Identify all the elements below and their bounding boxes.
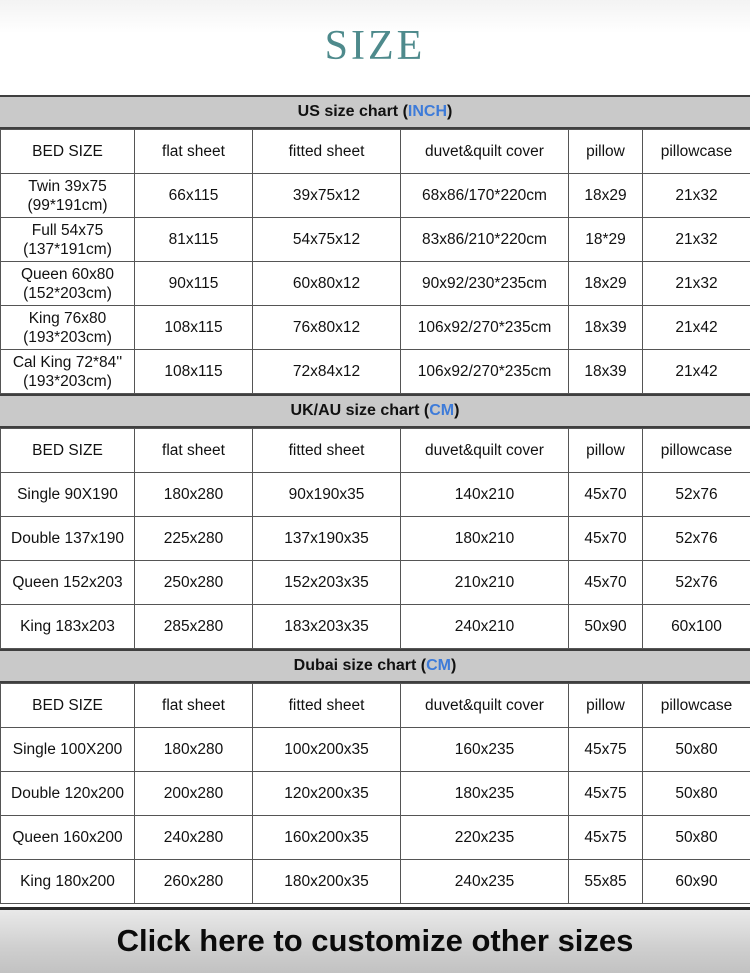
column-header: flat sheet <box>135 684 253 728</box>
table-row <box>1 473 750 517</box>
column-header: pillow <box>569 429 643 473</box>
bed-size-line: (99*191cm) <box>27 196 108 214</box>
bed-size-line: (137*191cm) <box>23 240 112 258</box>
duvet-cover-cell: 140x210 <box>401 473 569 517</box>
table-row <box>1 860 750 904</box>
fitted-sheet-cell: 152x203x35 <box>253 561 401 605</box>
fitted-sheet-cell: 180x200x35 <box>253 860 401 904</box>
flat-sheet-cell: 66x115 <box>135 174 253 218</box>
fitted-sheet-cell: 54x75x12 <box>253 218 401 262</box>
column-header: fitted sheet <box>253 684 401 728</box>
bed-size-line: Queen 60x80 <box>20 265 115 283</box>
table-row <box>1 561 750 605</box>
duvet-cover-cell: 106x92/270*235cm <box>401 350 569 394</box>
fitted-sheet-cell: 60x80x12 <box>253 262 401 306</box>
column-header: pillow <box>569 130 643 174</box>
column-header: BED SIZE <box>1 130 135 174</box>
pillow-cell: 45x75 <box>569 728 643 772</box>
flat-sheet-cell: 180x280 <box>135 473 253 517</box>
bed-size-line: Cal King 72*84'' <box>12 353 123 371</box>
pillow-cell: 18x29 <box>569 174 643 218</box>
column-header: duvet&quilt cover <box>401 684 569 728</box>
table-header-row <box>1 684 750 728</box>
table-row <box>1 218 750 262</box>
section-header <box>0 394 750 428</box>
size-table <box>0 428 750 649</box>
pillow-cell: 55x85 <box>569 860 643 904</box>
column-header: BED SIZE <box>1 684 135 728</box>
bed-size-line: Double 120x200 <box>11 785 124 802</box>
column-header: duvet&quilt cover <box>401 429 569 473</box>
duvet-cover-cell: 160x235 <box>401 728 569 772</box>
bed-size-line: Double 137x190 <box>11 530 124 547</box>
flat-sheet-cell: 225x280 <box>135 517 253 561</box>
fitted-sheet-cell: 100x200x35 <box>253 728 401 772</box>
pillow-cell: 18x29 <box>569 262 643 306</box>
bed-size-cell <box>1 350 135 394</box>
column-header: flat sheet <box>135 429 253 473</box>
table-row <box>1 350 750 394</box>
duvet-cover-cell: 90x92/230*235cm <box>401 262 569 306</box>
bed-size-line: (193*203cm) <box>23 372 112 390</box>
duvet-cover-cell: 83x86/210*220cm <box>401 218 569 262</box>
column-header: BED SIZE <box>1 429 135 473</box>
pillow-cell: 18x39 <box>569 306 643 350</box>
bed-size-cell <box>1 218 135 262</box>
fitted-sheet-cell: 76x80x12 <box>253 306 401 350</box>
table-header-row <box>1 429 750 473</box>
customize-sizes-button[interactable]: Click here to customize other sizes <box>0 907 750 973</box>
pillowcase-cell: 60x100 <box>643 605 750 649</box>
pillowcase-cell: 52x76 <box>643 561 750 605</box>
size-table <box>0 683 750 904</box>
bed-size-cell <box>1 306 135 350</box>
duvet-cover-cell: 106x92/270*235cm <box>401 306 569 350</box>
pillowcase-cell: 50x80 <box>643 816 750 860</box>
pillow-cell: 45x70 <box>569 517 643 561</box>
pillowcase-cell: 21x42 <box>643 306 750 350</box>
flat-sheet-cell: 250x280 <box>135 561 253 605</box>
table-row <box>1 174 750 218</box>
bed-size-line: (152*203cm) <box>23 284 112 302</box>
section-header <box>0 649 750 683</box>
fitted-sheet-cell: 72x84x12 <box>253 350 401 394</box>
pillow-cell: 50x90 <box>569 605 643 649</box>
pillowcase-cell: 52x76 <box>643 473 750 517</box>
pillowcase-cell: 52x76 <box>643 517 750 561</box>
size-table <box>0 129 750 394</box>
table-header-row <box>1 130 750 174</box>
section-title: Dubai size chart ( <box>293 657 427 674</box>
column-header: duvet&quilt cover <box>401 130 569 174</box>
column-header: pillowcase <box>643 684 750 728</box>
fitted-sheet-cell: 183x203x35 <box>253 605 401 649</box>
bed-size-line: Queen 152x203 <box>12 574 123 591</box>
bed-size-cell <box>1 772 135 816</box>
column-header: pillow <box>569 684 643 728</box>
section-unit: INCH <box>407 103 448 120</box>
fitted-sheet-cell: 39x75x12 <box>253 174 401 218</box>
bed-size-line: King 76x80 <box>28 309 107 327</box>
flat-sheet-cell: 285x280 <box>135 605 253 649</box>
duvet-cover-cell: 240x235 <box>401 860 569 904</box>
pillow-cell: 45x75 <box>569 772 643 816</box>
pillowcase-cell: 21x32 <box>643 262 750 306</box>
bed-size-cell <box>1 561 135 605</box>
bed-size-cell <box>1 860 135 904</box>
pillowcase-cell: 21x42 <box>643 350 750 394</box>
bed-size-cell <box>1 262 135 306</box>
flat-sheet-cell: 90x115 <box>135 262 253 306</box>
fitted-sheet-cell: 120x200x35 <box>253 772 401 816</box>
bed-size-line: Full 54x75 <box>31 221 104 239</box>
section-header <box>0 95 750 129</box>
column-header: flat sheet <box>135 130 253 174</box>
bed-size-line: Queen 160x200 <box>12 829 123 846</box>
pillow-cell: 45x70 <box>569 561 643 605</box>
bed-size-cell <box>1 517 135 561</box>
pillow-cell: 18x39 <box>569 350 643 394</box>
fitted-sheet-cell: 90x190x35 <box>253 473 401 517</box>
bed-size-line: Single 100X200 <box>12 741 123 758</box>
bed-size-line: (193*203cm) <box>23 328 112 346</box>
duvet-cover-cell: 220x235 <box>401 816 569 860</box>
pillowcase-cell: 21x32 <box>643 218 750 262</box>
page-title: SIZE <box>324 23 426 69</box>
bed-size-line: King 180x200 <box>20 873 115 890</box>
pillow-cell: 45x75 <box>569 816 643 860</box>
flat-sheet-cell: 81x115 <box>135 218 253 262</box>
section-title: US size chart ( <box>297 103 408 120</box>
column-header: pillowcase <box>643 429 750 473</box>
table-row <box>1 262 750 306</box>
table-row <box>1 517 750 561</box>
pillowcase-cell: 50x80 <box>643 772 750 816</box>
table-row <box>1 772 750 816</box>
table-row <box>1 728 750 772</box>
section-title-close: ) <box>454 402 460 419</box>
pillowcase-cell: 60x90 <box>643 860 750 904</box>
pillow-cell: 45x70 <box>569 473 643 517</box>
pillow-cell: 18*29 <box>569 218 643 262</box>
column-header: pillowcase <box>643 130 750 174</box>
flat-sheet-cell: 200x280 <box>135 772 253 816</box>
flat-sheet-cell: 260x280 <box>135 860 253 904</box>
section-unit: CM <box>429 402 455 419</box>
bed-size-cell <box>1 174 135 218</box>
column-header: fitted sheet <box>253 429 401 473</box>
bed-size-line: Single 90X190 <box>17 486 118 503</box>
pillowcase-cell: 50x80 <box>643 728 750 772</box>
size-charts <box>0 95 750 904</box>
bed-size-line: Twin 39x75 <box>28 177 107 195</box>
table-row <box>1 306 750 350</box>
bed-size-cell <box>1 473 135 517</box>
section-title-close: ) <box>451 657 457 674</box>
column-header: fitted sheet <box>253 130 401 174</box>
bed-size-cell <box>1 728 135 772</box>
section-title-close: ) <box>447 103 453 120</box>
bed-size-cell <box>1 816 135 860</box>
duvet-cover-cell: 210x210 <box>401 561 569 605</box>
fitted-sheet-cell: 137x190x35 <box>253 517 401 561</box>
duvet-cover-cell: 180x210 <box>401 517 569 561</box>
flat-sheet-cell: 108x115 <box>135 350 253 394</box>
table-row <box>1 605 750 649</box>
pillowcase-cell: 21x32 <box>643 174 750 218</box>
duvet-cover-cell: 240x210 <box>401 605 569 649</box>
bed-size-line: King 183x203 <box>20 618 115 635</box>
flat-sheet-cell: 240x280 <box>135 816 253 860</box>
section-unit: CM <box>426 657 452 674</box>
bed-size-cell <box>1 605 135 649</box>
fitted-sheet-cell: 160x200x35 <box>253 816 401 860</box>
flat-sheet-cell: 108x115 <box>135 306 253 350</box>
duvet-cover-cell: 68x86/170*220cm <box>401 174 569 218</box>
table-row <box>1 816 750 860</box>
section-title: UK/AU size chart ( <box>290 402 430 419</box>
flat-sheet-cell: 180x280 <box>135 728 253 772</box>
duvet-cover-cell: 180x235 <box>401 772 569 816</box>
